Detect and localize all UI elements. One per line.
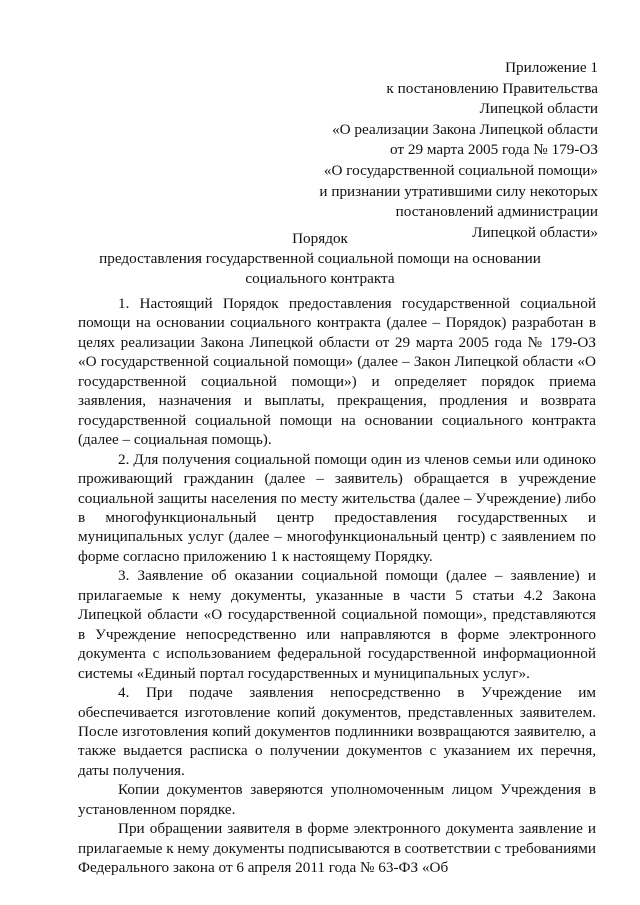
- appendix-line: Липецкой области: [479, 100, 598, 118]
- appendix-line: «О государственной социальной помощи»: [323, 161, 598, 179]
- appendix-line: Липецкой области»: [472, 223, 598, 241]
- document-body: [78, 294, 596, 878]
- paragraph-1: 1. Настоящий Порядок предоставления государственной социальной помощи на основании социального контракта (далее – Порядок) разработан в целях реализации Закона Липецкой области от 29 марта 2005 года № 179-ОЗ «О государственной социальной помощи» (далее – Закон Липецкой области «О государственной социальной помощи») и определяет порядок приема заявления, назначения и выплаты, прекращения, продления и возврата государственной социальной помощи на основании социального контракта (далее – социальная помощь).: [78, 295, 596, 449]
- title-line: Порядок: [292, 230, 348, 247]
- appendix-header: [268, 58, 598, 243]
- paragraph-4: 4. При подаче заявления непосредственно в Учреждение им обеспечивается изготовление копий документов, представленных заявителем. После изготовления копий документов подлинники возвращаются заявителю, а также выдается расписка о получении документов с указанием их перечня, даты получения.: [78, 684, 596, 779]
- paragraph-3: 3. Заявление об оказании социальной помощи (далее – заявление) и прилагаемые к нему документы, указанные в части 5 статьи 4.2 Закона Липецкой области «О государственной социальной помощи», представляются в Учреждение непосредственно или направляются в форме электронного документа с использованием федеральной государственной информационной системы «Единый портал государственных и муниципальных услуг».: [78, 567, 596, 682]
- paragraph-2: 2. Для получения социальной помощи один из членов семьи или одиноко проживающий гражданин (далее – заявитель) обращается в учреждение социальной защиты населения по месту жительства (далее – Учреждение) либо в многофункциональный центр предоставления государственных и муниципальных услуг (далее – многофункциональный центр) с заявлением по форме согласно приложению 1 к настоящему Порядку.: [78, 450, 596, 565]
- paragraph-5: Копии документов заверяются уполномоченным лицом Учреждения в установленном порядке.: [78, 781, 596, 818]
- document-title: [60, 229, 580, 290]
- title-line: предоставления государственной социальной помощи на основании: [99, 250, 541, 268]
- appendix-line: «О реализации Закона Липецкой области: [332, 120, 598, 138]
- paragraph-6: При обращении заявителя в форме электронного документа заявление и прилагаемые к нему документы подписываются в соответствии с требованиями Федерального закона от 6 апреля 2011 года № 63-ФЗ «Об: [78, 820, 596, 877]
- appendix-line: от 29 марта 2005 года № 179-ОЗ: [390, 141, 598, 159]
- appendix-line: и признании утратившими силу некоторых: [319, 182, 598, 200]
- appendix-line: постановлений администрации: [395, 203, 598, 221]
- appendix-line: Приложение 1: [505, 59, 598, 76]
- appendix-line: к постановлению Правительства: [386, 79, 598, 97]
- title-line: социального контракта: [245, 270, 395, 288]
